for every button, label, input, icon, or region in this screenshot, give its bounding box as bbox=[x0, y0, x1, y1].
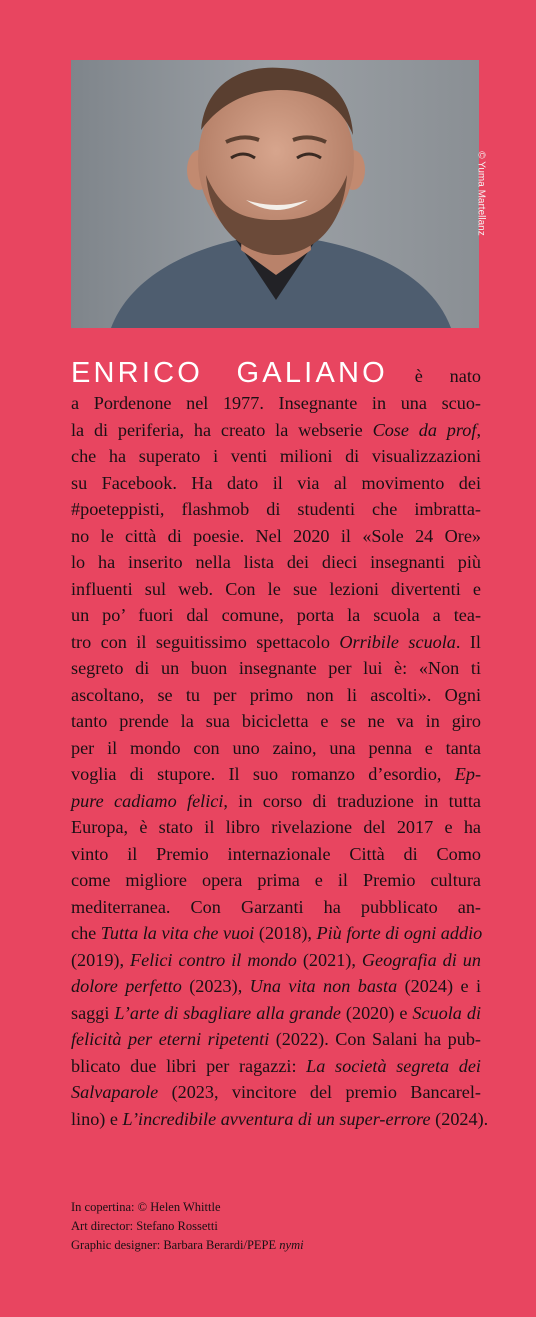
bio-line bbox=[71, 496, 481, 523]
bio-text: tro con il seguitissimo spettacolo bbox=[71, 631, 340, 652]
bio-text: Europa, è stato il libro rivelazione del 2017 e ha bbox=[71, 817, 481, 837]
bio-line bbox=[71, 973, 481, 1000]
graphic-designer-credit bbox=[71, 1236, 471, 1255]
cover-credit: In copertina: © Helen Whittle bbox=[71, 1200, 221, 1214]
bio-line bbox=[71, 443, 481, 470]
bio-text: (2024) e i bbox=[397, 976, 481, 996]
graphic-designer-mark: nymi bbox=[279, 1238, 304, 1252]
graphic-designer-text: Graphic designer: Barbara Berardi/PEPE bbox=[71, 1238, 277, 1252]
bio-line bbox=[71, 655, 481, 682]
bio-line bbox=[71, 576, 481, 603]
bio-text: influenti sul web. Con le sue lezioni divertenti e bbox=[71, 578, 481, 599]
bio-title-italic: Scuola di bbox=[412, 1002, 481, 1023]
bio-text: segreto di un buon insegnante per lui è: «Non ti bbox=[71, 658, 481, 678]
bio-line bbox=[71, 814, 481, 841]
bio-text: (2024). bbox=[430, 1108, 489, 1129]
bio-line bbox=[71, 761, 481, 788]
bio-text: . Il bbox=[455, 631, 481, 652]
bio-title-italic: Orribile scuola bbox=[339, 631, 456, 652]
bio-line bbox=[71, 602, 481, 629]
bio-text: (2022). Con Salani ha pub- bbox=[269, 1029, 481, 1049]
bio-text: , in corso di traduzione in tutta bbox=[223, 790, 481, 811]
bio-text: ascoltano, se tu per primo non li ascolti». Ogni bbox=[71, 684, 481, 705]
author-portrait-image bbox=[71, 60, 479, 328]
bio-line bbox=[71, 629, 481, 656]
bio-title-italic: Ep- bbox=[454, 764, 481, 784]
colophon bbox=[71, 1198, 471, 1255]
bio-text: la di periferia, ha creato la webserie bbox=[71, 419, 373, 440]
bio-line bbox=[71, 920, 481, 947]
bio-text: (2021), bbox=[296, 949, 362, 970]
bio-line bbox=[71, 947, 481, 974]
bio-line bbox=[71, 682, 481, 709]
art-director-credit: Art director: Stefano Rossetti bbox=[71, 1219, 218, 1233]
bio-text: lino) e bbox=[71, 1108, 123, 1129]
bio-title-italic: Cose da prof bbox=[372, 419, 477, 440]
bio-title-italic: Felici contro il mondo bbox=[130, 949, 297, 970]
bio-title-italic: dolore perfetto bbox=[71, 976, 182, 996]
bio-title-italic: L’incredibile avventura di un super-errore bbox=[122, 1108, 431, 1129]
bio-title-italic: La società segreta dei bbox=[306, 1055, 481, 1076]
bio-text: su Facebook. Ha dato il via al movimento dei bbox=[71, 472, 481, 493]
bio-text: che ha superato i venti milioni di visualizzazioni bbox=[71, 446, 481, 466]
bio-text: no le città di poesie. Nel 2020 il «Sole 24 Ore» bbox=[71, 525, 481, 546]
bio-line bbox=[71, 1053, 481, 1080]
bio-title-italic: Geografia di un bbox=[361, 949, 481, 970]
bio-text: (2019), bbox=[71, 949, 131, 970]
bio-text: (2020) e bbox=[340, 1002, 413, 1023]
bio-text: a Pordenone nel 1977. Insegnante in una scuo- bbox=[71, 393, 481, 413]
bio-title-italic: Salvaparole bbox=[71, 1082, 159, 1102]
bio-line bbox=[71, 470, 481, 497]
bio-text: che bbox=[71, 923, 101, 943]
bio-line bbox=[71, 1026, 481, 1053]
bio-text: come migliore opera prima e il Premio cultura bbox=[71, 870, 481, 890]
bio-text: blicato due libri per ragazzi: bbox=[71, 1055, 307, 1076]
bio-text: #poeteppisti, flashmob di studenti che imbratta- bbox=[71, 499, 481, 519]
bio-line bbox=[71, 390, 481, 417]
photo-credit-text: © Yuma Martellanz bbox=[475, 151, 487, 236]
bio-title-italic: L’arte di sbagliare alla grande bbox=[114, 1002, 341, 1023]
bio-line bbox=[71, 549, 481, 576]
bio-line bbox=[71, 417, 481, 444]
bio-title-italic: felicità per eterni ripetenti bbox=[71, 1029, 270, 1049]
author-photo bbox=[71, 60, 479, 328]
bio-line bbox=[71, 894, 481, 921]
bio-text: saggi bbox=[71, 1002, 115, 1023]
bio-first-line-rest: è nato bbox=[414, 366, 481, 386]
bio-line bbox=[71, 735, 481, 762]
bio-line bbox=[71, 867, 481, 894]
bio-title-italic: Tutta la vita che vuoi bbox=[100, 923, 255, 943]
bio-text: tanto prende la sua bicicletta e se ne va in giro bbox=[71, 711, 481, 731]
bio-title-italic: Più forte di ogni addio bbox=[316, 923, 483, 943]
bio-text: (2018), bbox=[254, 923, 317, 943]
bio-line bbox=[71, 788, 481, 815]
bio-text: voglia di stupore. Il suo romanzo d’esordio, bbox=[71, 764, 455, 784]
bio-line bbox=[71, 841, 481, 868]
bio-text: vinto il Premio internazionale Città di Como bbox=[71, 843, 481, 864]
bio-title-italic: pure cadiamo felici bbox=[71, 790, 224, 811]
author-name: ENRICO GALIANO bbox=[71, 357, 388, 389]
bio-text: lo ha inserito nella lista dei dieci insegnanti più bbox=[71, 552, 481, 572]
bio-first-line bbox=[71, 356, 481, 390]
bio-line bbox=[71, 1106, 489, 1133]
author-biography bbox=[71, 356, 489, 1132]
bio-text: , bbox=[476, 419, 481, 440]
bio-text: (2023, vincitore del premio Bancarel- bbox=[158, 1082, 481, 1102]
bio-line bbox=[71, 708, 481, 735]
bio-line bbox=[71, 1000, 481, 1027]
bio-text: (2023), bbox=[181, 976, 250, 996]
bio-line bbox=[71, 1079, 481, 1106]
bio-title-italic: Una vita non basta bbox=[249, 976, 398, 996]
bio-text: per il mondo con uno zaino, una penna e tanta bbox=[71, 737, 481, 758]
bio-line bbox=[71, 523, 481, 550]
bio-text: un po’ fuori dal comune, porta la scuola a tea- bbox=[71, 605, 481, 625]
bio-text: mediterranea. Con Garzanti ha pubblicato an- bbox=[71, 896, 481, 917]
